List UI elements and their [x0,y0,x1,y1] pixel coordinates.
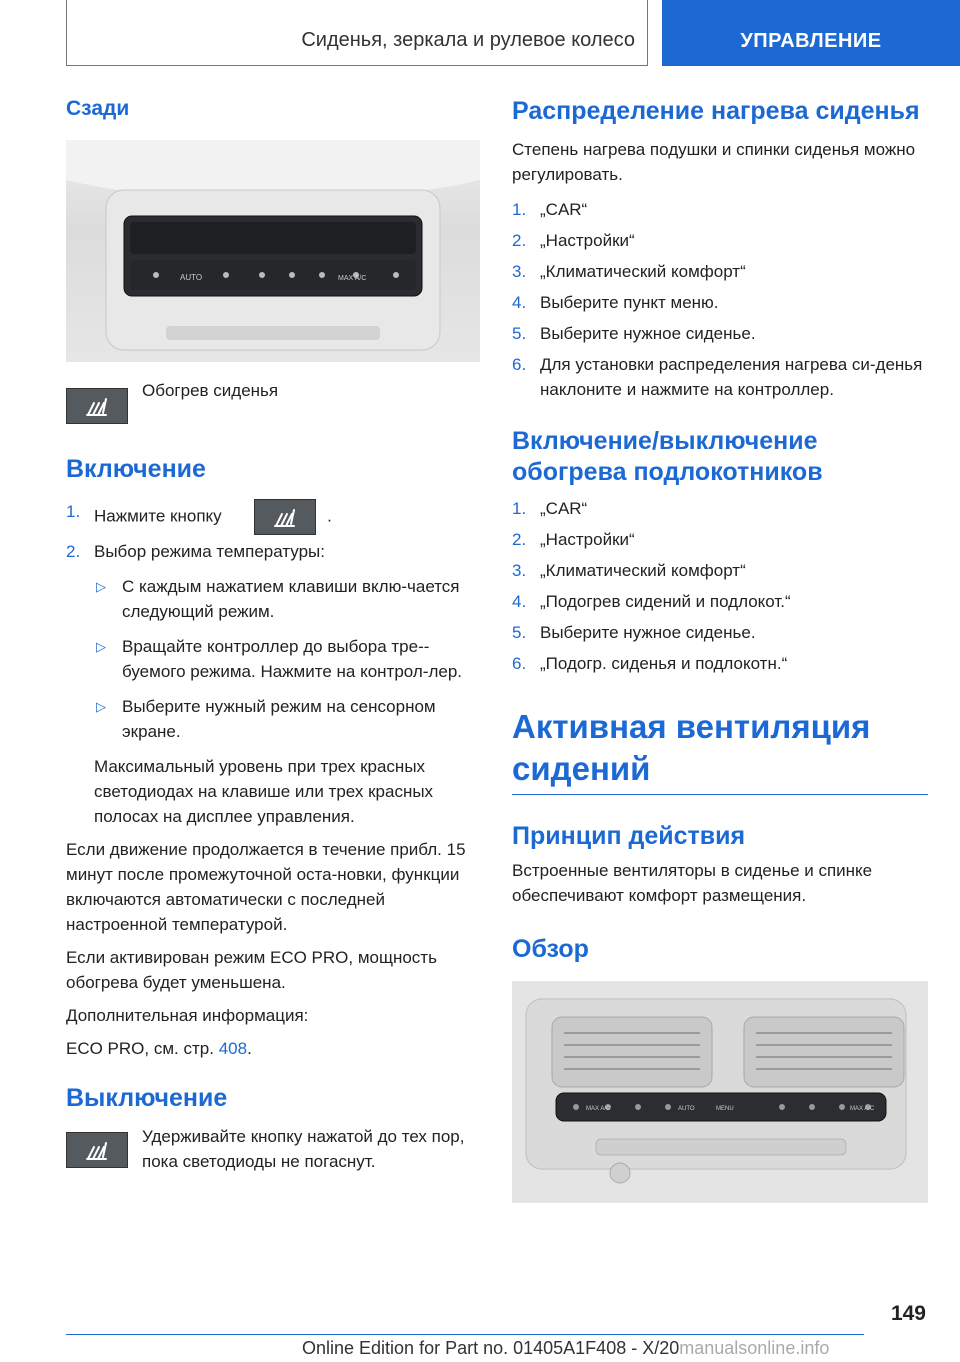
heading-armrest-heating: Включение/выключение обогрева подлокотников [512,427,823,486]
list-item: 4. „Подогрев сидений и подлокот.“ [512,592,791,611]
list-item: 5. Выберите нужное сиденье. [512,324,756,343]
list-item: 5. Выберите нужное сиденье. [512,623,756,642]
list-item: 2. Выбор режима температуры: [66,542,325,561]
more-info-label: Дополнительная информация: [66,1006,309,1025]
front-vents-illustration [512,981,928,1203]
section-divider [512,794,928,795]
max-level-text: Максимальный уровень при трех красных светодиодах на клавише или трех красных полосах на дисплее управления. [94,757,434,826]
heading-switch-on: Включение [66,455,206,483]
seat-heating-icon [66,1132,128,1168]
list-item: 1. „CAR“ [512,499,588,518]
front-maxac-label-left: MAX A/C [586,1106,611,1112]
list-item: ▷ Вращайте контроллер до выбора тре-буемого режима. Нажмите на контрол-лер. [96,637,462,681]
edition-text: Online Edition for Part no. 01405A1F408 - X/20 [302,1338,680,1358]
heading-rear: Сзади [66,97,130,120]
principle-text: Встроенные вентиляторы в сиденье и спинке обеспечивают комфорт размещения. [512,861,873,905]
list-item: 4. Выберите пункт меню. [512,293,719,312]
heading-overview: Обзор [512,935,589,963]
switch-off-text: Удерживайте кнопку нажатой до тех пор, пока светодиоды не погаснут. [142,1127,465,1171]
mode-bullets [94,574,480,744]
list-item: 3. „Климатический комфорт“ [512,561,746,580]
list-item: ▷ Выберите нужный режим на сенсорном экране. [96,697,436,741]
heading-heat-distribution: Распределение нагрева сиденья [512,97,920,125]
footer-divider [66,1334,864,1335]
seat-heating-icon [66,388,128,424]
left-column [66,96,480,1174]
front-auto-label: AUTO [678,1106,695,1112]
chapter-tab[interactable] [662,0,960,66]
heading-switch-off: Выключение [66,1084,228,1112]
section-title: Сиденья, зеркала и рулевое колесо [301,29,635,51]
eco-pro-text: Если активирован режим ECO PRO, мощность обогрева будет уменьшена. [66,948,437,992]
switch-off-row [66,1124,480,1174]
list-item: ▷ С каждым нажатием клавиши вклю-чается следующий режим. [96,577,460,621]
section-title-box [66,0,648,66]
front-maxac-label-right: MAX A/C [850,1106,875,1112]
heading-principle: Принцип действия [512,822,746,850]
watermark: manualsonline.info [679,1338,830,1358]
list-item: 2. „Настройки“ [512,530,635,549]
eco-pro-reference: ECO PRO, см. стр. 408. [66,1039,252,1058]
front-menu-label: MENU [716,1106,734,1112]
seat-heating-icon [254,499,316,535]
list-item: 1. „CAR“ [512,200,588,219]
page-link[interactable]: 408 [218,1039,248,1058]
rear-maxac-label: MAX A/C [338,275,367,282]
list-item: 6. „Подогр. сиденья и подлокотн.“ [512,654,788,673]
rear-panel-illustration [66,140,480,362]
page-header [66,0,960,66]
rear-auto-label: AUTO [180,273,203,282]
rear-climate-panel-photo [66,140,480,362]
seat-heating-legend [66,380,480,424]
resume-text: Если движение продолжается в течение прибл. 15 минут после промежуточной оста-новки, функции включаются автоматически с последней настроенной температурой. [66,840,466,934]
armrest-steps [512,496,928,676]
footer-edition [302,1338,829,1359]
heading-active-ventilation: Активная вентиляция сидений [512,708,871,787]
list-item: 2. „Настройки“ [512,231,635,250]
chapter-title: УПРАВЛЕНИЕ [740,29,882,52]
list-item: 1. Нажмите кнопку . [66,499,480,535]
page-number: 149 [890,1302,926,1325]
switch-on-steps [66,499,480,564]
list-item: 3. „Климатический комфорт“ [512,262,746,281]
distribution-intro: Степень нагрева подушки и спинки сиденья можно регулировать. [512,140,916,184]
right-column [512,96,928,1203]
distribution-steps [512,197,928,402]
seat-heating-label: Обогрев сиденья [142,381,279,400]
list-item: 6. Для установки распределения нагрева си-денья наклоните и нажмите на контроллер. [512,355,923,399]
front-ventilation-photo [512,981,928,1203]
